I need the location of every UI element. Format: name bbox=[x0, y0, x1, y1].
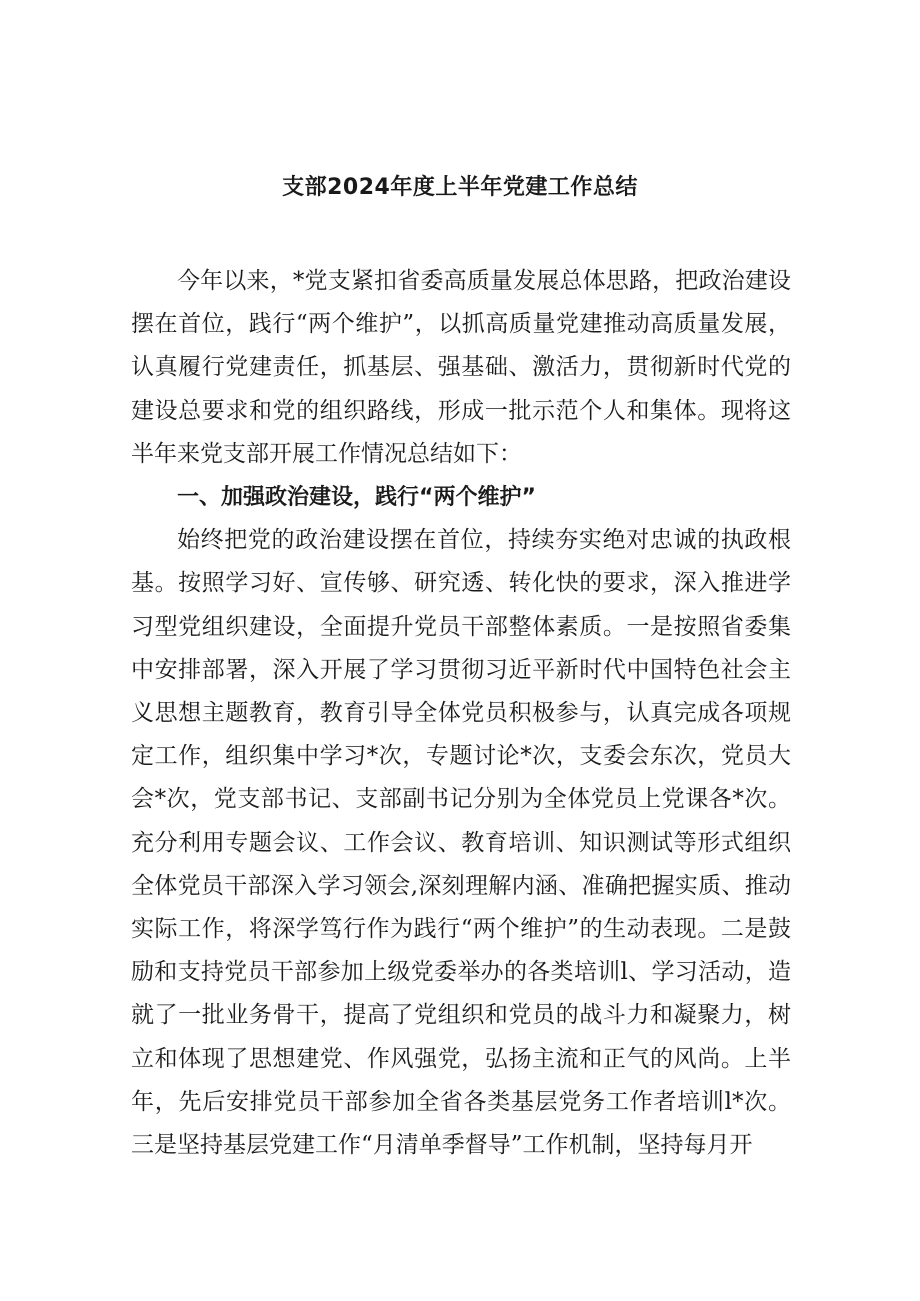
document-title: 支部2024年度上半年党建工作总结 bbox=[282, 175, 638, 200]
section-paragraph: 始终把党的政治建设摆在首位，持续夯实绝对忠诚的执政根基。按照学习好、宣传够、研究透、转化快的要求，深入推进学习型党组织建设，全面提升党员干部整体素质。一是按照省委集中安排部署，深入开展了学习贯彻习近平新时代中国特色社会主义思想主题教育，教育引导全体党员积极参与，认真完成各项规定工作，组织集中学习*次，专题讨论*次，支委会东次，党员大会*次，党支部书记、支部副书记分别为全体党员上党课各*次。充分利用专题会议、工作会议、教育培训、知识测试等形式组织全体党员干部深入学习领会,深刻理解内涵、准确把握实质、推动实际工作，将深学笃行作为践行“两个维护”的生动表现。二是鼓励和支持党员干部参加上级党委举办的各类培训l、学习活动，造就了一批业务骨干，提高了党组织和党员的战斗力和凝聚力，树立和体现了思想建党、作风强党，弘扬主流和正气的风尚。上半年，先后安排党员干部参加全省各类基层党务工作者培训l*次。三是坚持基层党建工作“月清单季督导”工作机制，坚持每月开 bbox=[131, 527, 791, 1159]
intro-paragraph: 今年以来，*党支紧扣省委高质量发展总体思路，把政治建设摆在首位，践行“两个维护”，以抓高质量党建推动高质量发展，认真履行党建责任，抓基层、强基础、激活力，贯彻新时代党的建设总要求和党的组织路线，形成一批示范个人和集体。现将这半年来党支部开展工作情况总结如下： bbox=[131, 268, 791, 467]
section-heading: 一、加强政治建设，践行“两个维护” bbox=[177, 485, 536, 511]
document-body bbox=[131, 260, 791, 1167]
